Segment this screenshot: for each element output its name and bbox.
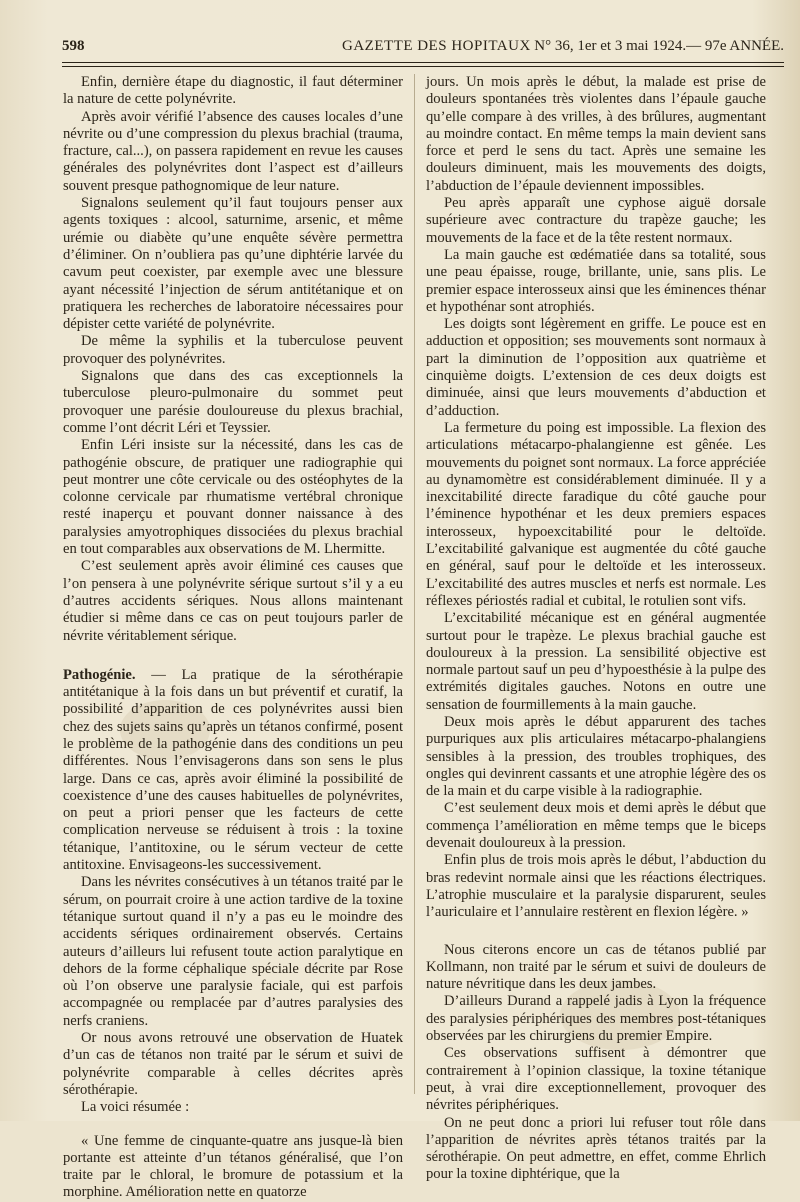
right-column — [426, 74, 767, 1183]
paragraph: Peu après apparaît une cyphose aiguë dorsale supérieure avec contracture du trapèze gauche; les mouvements de la face et de la tête restent normaux. — [426, 195, 766, 246]
paragraph: La main gauche est œdématiée dans sa totalité, sous une peau épaisse, rouge, brillante, unie, sans plis. Le premier espace interosseux ainsi que les éminences thénar et hypothénar sont atrophiés. — [426, 246, 766, 315]
paragraph: D’ailleurs Durand a rappelé jadis à Lyon la fréquence des paralysies périphériques des membres post-tétaniques observées par les chirurgiens du premier Empire. — [426, 993, 766, 1045]
paragraph: Signalons seulement qu’il faut toujours penser aux agents toxiques : alcool, saturnime, arsenic, et même urémie ou diabète qu’une enquête sévère permettra d’éliminer. On n’oubliera pas qu’une diphtérie larvée du cavum peut coexister, par exemple avec une blessure ayant nécessité l’injection de sérum antitétanique et on pratiquera les recherches de laboratoire nécessaires pour dépister cette variété de polynévrite. — [63, 195, 403, 333]
paragraph: L’excitabilité mécanique est en général augmentée surtout pour le trapèze. Le plexus brachial gauche est douloureux à la pression. La sensibilité objective est normale partout sauf un peu d’hypoesthésie à la pulpe des extrémités digitales gauches. Notons en outre une sensation de fourmillements à la main gauche. — [426, 610, 766, 713]
paragraph: Les doigts sont légèrement en griffe. Le pouce est en adduction et opposition; ses mouvements sont normaux à part la diminution de l’opposition aux quatrième et cinquième doigts. L’extension de ces deux doigts est diminuée, ainsi que leurs mouvements d’abduction et d’adduction. — [426, 316, 766, 419]
paragraph: Enfin, dernière étape du diagnostic, il faut déterminer la nature de cette polynévrite. — [63, 74, 403, 108]
journal-title: GAZETTE DES HOPITAUX — [342, 38, 531, 54]
page-number: 598 — [62, 38, 85, 54]
paragraph: De même la syphilis et la tuberculose peuvent provoquer des polynévrites. — [63, 333, 403, 367]
page-header — [62, 38, 784, 60]
paragraph: Ces observations suffisent à démontrer que contrairement à l’opinion classique, la toxine tétanique peut, à vrai dire exceptionnellement, provoquer des névrites périphériques. — [426, 1045, 766, 1114]
paragraph: La voici résumée : — [81, 1099, 190, 1116]
header-rule — [62, 66, 784, 67]
paragraph: Signalons que dans des cas exceptionnels la tuberculose pleuro-pulmonaire du sommet peut provoquer une parésie douloureuse du plexus brachial, comme l’ont décrit Léri et Teyssier. — [63, 368, 403, 436]
section-text: — La pratique de la sérothérapie antitétanique à la fois dans un but préventif et curatif, la possibilité d’apparition de ces polynévrites aussi bien chez des sujets sains qu’après un tétanos confirmé, posent le problème de la pathogénie dans des conditions un peu différentes. Nous l’envisagerons dans son sens le plus large. Dans ce cas, après avoir éliminé la possibilité de coexistence d’une des causes habituelles de polynévrites, on peut a priori penser que les facteurs de cette complication nerveuse se réduisent à trois : la toxine tétanique, l’antitoxine, ou le sérum vecteur de cette antitoxine. Envisageons-les successivement. — [63, 666, 403, 874]
paragraph: Enfin Léri insiste sur la nécessité, dans les cas de pathogénie obscure, de pratiquer une radiographie qui peut montrer une côte cervicale ou des ostéophytes de la colonne cervicale par rhumatisme vertébral chronique resté inaperçu et pouvant donner naissance à des paralysies amyotrophiques dissociées du plexus brachial en tout comparables aux observations de M. Lhermitte. — [63, 437, 403, 558]
paragraph: C’est seulement après avoir éliminé ces causes que l’on pensera à une polynévrite sérique surtout s’il y a eu d’autres accidents sériques. Nous allons maintenant étudier si même dans ce cas on peut toujours parler de névrite véritablement sérique. — [63, 558, 403, 644]
paragraph: Nous citerons encore un cas de tétanos publié par Kollmann, non traité par le sérum et suivi de douleurs de nature névritique dans les deux jambes. — [426, 941, 766, 993]
left-column — [63, 74, 403, 1201]
paragraph: jours. Un mois après le début, la malade est prise de douleurs spontanées très violentes dans l’épaule gauche qu’elle compare à des vrilles, à des brûlures, augmentant au moindre contact. En même temps la main devient sans force et perd le sens du tact. Après une semaine les douleurs diminuent, mais les mouvements des doigts, l’abduction de l’épaule deviennent impossibles. — [426, 74, 766, 194]
paragraph: Or nous avons retrouvé une observation de Huatek d’un cas de tétanos non traité par le sérum et suivi de polynévrite comparable à celles décrites après sérothérapie. — [63, 1030, 403, 1098]
paragraph: La fermeture du poing est impossible. La flexion des articulations métacarpo-phalangienne est gênée. Les mouvements du poignet sont normaux. La force appréciée au dynamomètre est considérablement diminuée. Il y a inexcitabilité directe faradique du côté gauche pour l’éminence hypothénar et les deux premiers espaces interosseux, hypoexcitabilité pour le deltoïde. L’excitabilité galvanique est augmentée du côté gauche en général, sauf pour le deltoïde et les interosseux. L’excitabilité des autres muscles et nerfs est normale. Les réflexes périostés radial et cubital, le rotulien sont vifs. — [426, 419, 766, 609]
paragraph: C’est seulement deux mois et demi après le début que commença l’amélioration en même temps que le biceps devenait douloureux à la pression. — [426, 800, 766, 852]
column-divider — [414, 74, 415, 1094]
paragraph: Enfin plus de trois mois après le début, l’abduction du bras redevint normale ainsi que les réactions électriques. L’atrophie musculaire et la paralysie disparurent, seules l’auriculaire et l’annulaire restèrent en flexion légère. » — [426, 852, 766, 921]
issue-info: N° 36, 1er et 3 mai 1924.— 97e ANNÉE. — [534, 38, 784, 54]
paragraph: Après avoir vérifié l’absence des causes locales d’une névrite ou d’une compression du plexus brachial (trauma, fracture, cal...), on passera rapidement en revue les causes générales des polynévrites dont l’aspect est d’ailleurs souvent presque pathognomique de leur nature. — [63, 108, 403, 194]
paragraph: Dans les névrites consécutives à un tétanos traité par le sérum, on pourrait croire à une action tardive de la toxine tétanique surtout quand il n’y a pas eu le moindre des accidents sériques ordinairement observés. Certains auteurs d’ailleurs lui refusent toute action paralytique en dehors de la forme céphalique spéciale décrite par Rose où l’on observe une paralysie faciale, qui est parfois accompagnée ou remplacée par d’autres paralysies des nerfs craniens. — [63, 874, 403, 1029]
section-heading: Pathogénie. — [63, 666, 136, 683]
section-paragraph — [63, 667, 403, 875]
quote-paragraph: « Une femme de cinquante-quatre ans jusque-là bien portante est atteinte d’un tétanos généralisé, que l’on traite par le chloral, le bromure de potassium et la morphine. Amélioration nette en quatorze — [63, 1132, 403, 1201]
header-rule — [62, 62, 784, 63]
paragraph: Deux mois après le début apparurent des taches purpuriques aux plis articulaires métacarpo-phalangiens sensibles à la pression, des troubles trophiques, des ongles qui devinrent cassants et une atrophie légère des os de la main et du carpe visible à la radiographie. — [426, 713, 767, 800]
paragraph: On ne peut donc a priori lui refuser tout rôle dans l’apparition de névrites après tétanos traités par la sérothérapie. On peut admettre, en effet, comme Ehrlich pour la toxine diphtérique, que la — [426, 1114, 766, 1183]
